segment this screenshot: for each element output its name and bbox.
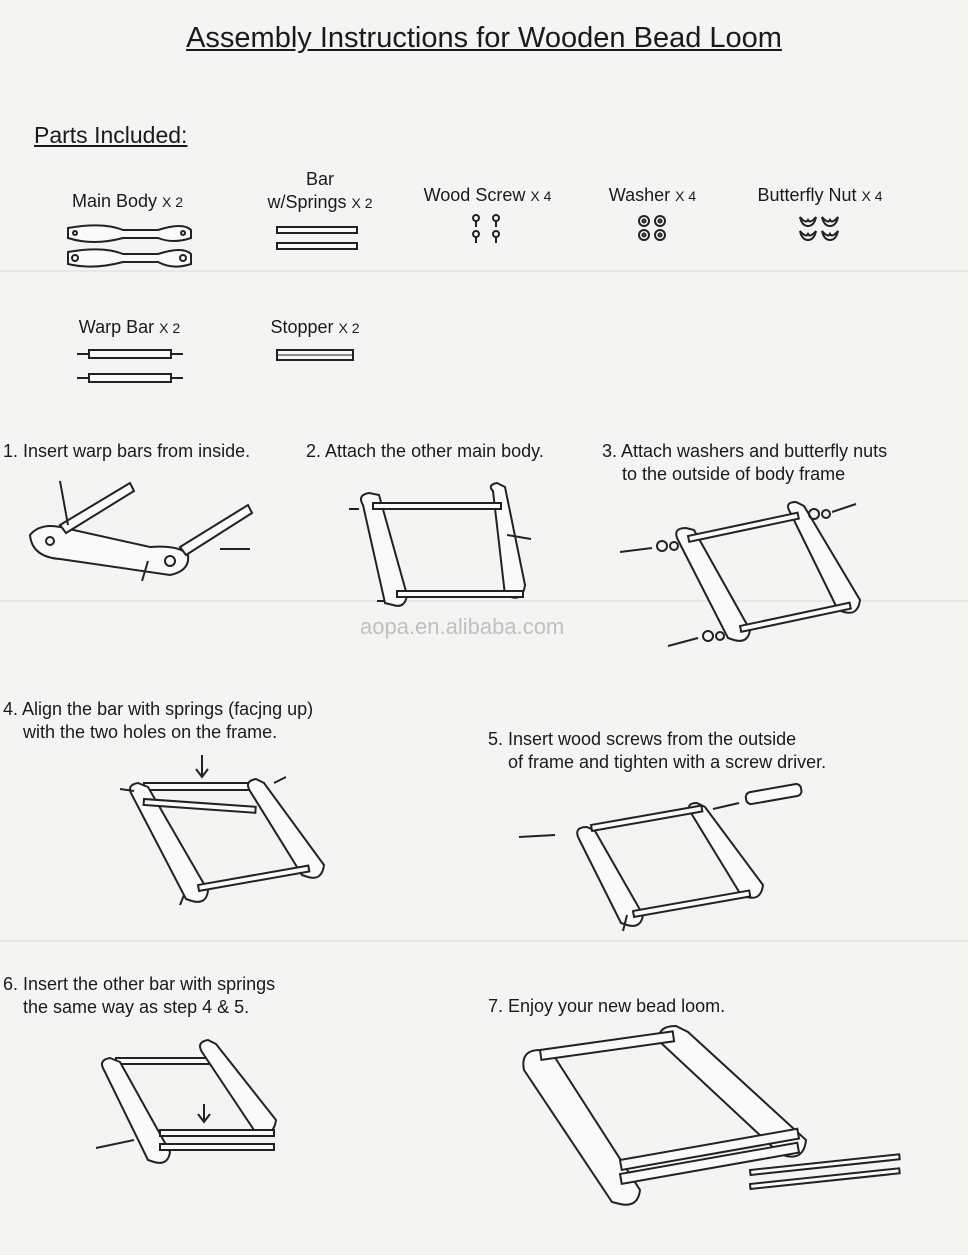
warp-bar-drawing	[75, 346, 185, 388]
paper-fold	[0, 270, 968, 272]
part-qty: X 4	[675, 188, 697, 204]
part-main-body	[55, 190, 200, 270]
part-qty: X 2	[162, 194, 184, 210]
step-1-illustration	[20, 475, 270, 585]
butterfly-nut-drawing	[798, 214, 842, 244]
part-qty: X 2	[351, 195, 373, 211]
part-name: w/Springs	[267, 192, 347, 212]
part-butterfly-nut	[745, 184, 895, 244]
step-line: of frame and tighten with a screw driver.	[508, 752, 827, 772]
paper-fold	[0, 940, 968, 942]
step-7-illustration	[510, 1020, 910, 1220]
step-6-illustration	[90, 1040, 300, 1170]
part-qty: X 4	[530, 188, 552, 204]
step-2-illustration	[345, 485, 545, 615]
step-line: 2. Attach the other main body.	[306, 441, 544, 461]
stopper-drawing	[275, 346, 355, 366]
part-name-line1: Bar	[305, 169, 334, 189]
parts-heading: Parts Included:	[34, 122, 188, 148]
part-name: Butterfly Nut	[757, 185, 857, 205]
step-5-text	[488, 728, 826, 774]
step-5-illustration	[515, 785, 815, 935]
step-4-illustration	[110, 755, 340, 915]
step-6-text	[3, 973, 275, 1019]
step-line: 1. Insert warp bars from inside.	[3, 441, 251, 461]
main-body-drawing	[63, 220, 193, 270]
part-qty: X 2	[159, 320, 181, 336]
part-wood-screw	[415, 184, 560, 246]
part-washer	[590, 184, 715, 244]
part-name: Wood Screw	[423, 185, 526, 205]
part-qty: X 2	[338, 320, 360, 336]
step-line: 5. Insert wood screws from the outside	[488, 729, 797, 749]
step-3-text	[602, 440, 887, 486]
washer-drawing	[636, 214, 670, 244]
step-line: with the two holes on the frame.	[23, 722, 278, 742]
step-line: 3. Attach washers and butterfly nuts	[602, 441, 888, 461]
step-1-text	[3, 440, 250, 463]
part-stopper	[255, 316, 375, 366]
page-title: Assembly Instructions for Wooden Bead Loom	[186, 22, 782, 54]
part-name: Stopper	[270, 317, 334, 337]
part-bar-springs	[250, 168, 390, 253]
part-name: Warp Bar	[78, 317, 155, 337]
step-line: 7. Enjoy your new bead loom.	[488, 996, 726, 1016]
step-line: 6. Insert the other bar with springs	[3, 974, 276, 994]
part-name: Main Body	[71, 191, 157, 211]
wood-screw-drawing	[468, 214, 508, 246]
part-name: Washer	[608, 185, 671, 205]
step-2-text	[306, 440, 544, 463]
step-4-text	[3, 698, 313, 744]
part-qty: X 4	[861, 188, 883, 204]
watermark: aopa.en.alibaba.com	[360, 614, 565, 639]
part-warp-bar	[62, 316, 197, 388]
step-line: 4. Align the bar with springs (facjng up)	[3, 699, 314, 719]
bar-springs-drawing	[275, 221, 365, 253]
step-line: to the outside of body frame	[622, 464, 846, 484]
step-line: the same way as step 4 & 5.	[23, 997, 250, 1017]
step-3-illustration	[610, 500, 880, 650]
step-7-text	[488, 995, 725, 1018]
